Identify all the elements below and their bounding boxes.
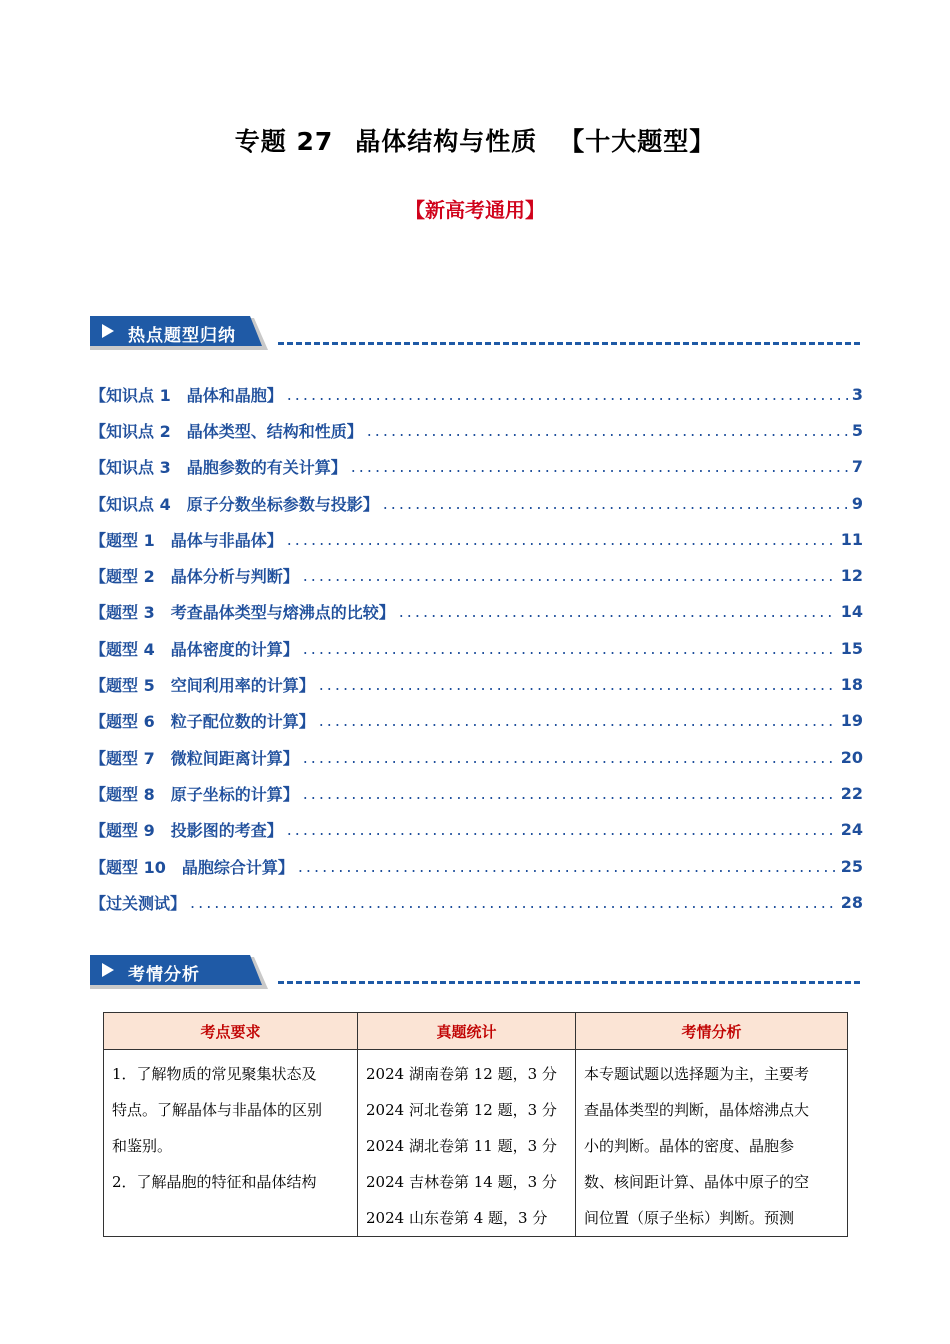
dash-divider: [278, 342, 860, 345]
toc-leader-dots: [351, 457, 848, 476]
table-of-contents: [90, 376, 863, 920]
toc-entry-page: 15: [840, 638, 863, 658]
toc-leader-dots: [303, 748, 837, 767]
title-tag: 【十大题型】: [559, 127, 716, 156]
toc-entry-label: 【题型 5 空间利用率的计算】: [90, 676, 315, 696]
toc-entry[interactable]: [90, 485, 863, 521]
toc-entry-label: 【题型 4 晶体密度的计算】: [90, 639, 299, 659]
toc-leader-dots: [287, 385, 848, 404]
toc-entry[interactable]: [90, 376, 863, 412]
cell-line: 2024 湖南卷第 12 题，3 分: [366, 1065, 557, 1083]
toc-entry-label: 【题型 10 晶胞综合计算】: [90, 857, 294, 877]
table-header-row: [104, 1013, 848, 1050]
toc-entry-page: 18: [840, 675, 863, 695]
toc-entry[interactable]: [90, 557, 863, 593]
toc-leader-dots: [190, 893, 837, 912]
cell-line: 2024 湖北卷第 11 题，3 分: [366, 1137, 557, 1155]
toc-leader-dots: [303, 639, 837, 658]
requirements-cell: [104, 1050, 358, 1237]
toc-entry[interactable]: [90, 739, 863, 775]
toc-entry-page: 7: [851, 457, 863, 477]
toc-entry-page: 20: [840, 747, 863, 767]
toc-leader-dots: [383, 494, 848, 513]
toc-entry[interactable]: [90, 666, 863, 702]
toc-entry-label: 【题型 6 粒子配位数的计算】: [90, 712, 315, 732]
page-title: [0, 122, 950, 158]
toc-entry-page: 24: [840, 820, 863, 840]
toc-entry-label: 【题型 1 晶体与非晶体】: [90, 530, 283, 550]
cell-line: 1．了解物质的常见聚集状态及: [112, 1065, 317, 1083]
cell-line: 查晶体类型的判断，晶体熔沸点大: [584, 1101, 810, 1119]
title-topic-number: 专题 27: [234, 127, 334, 156]
toc-entry-label: 【题型 9 投影图的考查】: [90, 821, 283, 841]
cell-line: 数、核间距计算、晶体中原子的空: [584, 1173, 810, 1191]
toc-entry-label: 【题型 2 晶体分析与判断】: [90, 567, 299, 587]
dash-divider: [278, 981, 860, 984]
toc-leader-dots: [303, 784, 837, 803]
toc-entry-label: 【题型 7 微粒间距离计算】: [90, 748, 299, 768]
cell-line: 2024 吉林卷第 14 题，3 分: [366, 1173, 557, 1191]
cell-line: 2024 山东卷第 4 题，3 分: [366, 1209, 548, 1227]
toc-leader-dots: [367, 421, 848, 440]
statistics-cell: [358, 1050, 576, 1237]
toc-leader-dots: [287, 820, 837, 839]
toc-entry[interactable]: [90, 775, 863, 811]
toc-entry-page: 3: [851, 384, 863, 404]
cell-line: 2024 河北卷第 12 题，3 分: [366, 1101, 557, 1119]
toc-entry-label: 【知识点 3 晶胞参数的有关计算】: [90, 458, 347, 478]
toc-entry-label: 【知识点 2 晶体类型、结构和性质】: [90, 421, 363, 441]
section-title: 热点题型归纳: [128, 326, 236, 346]
analysis-cell: [576, 1050, 848, 1237]
toc-entry[interactable]: [90, 812, 863, 848]
toc-entry[interactable]: [90, 884, 863, 920]
toc-entry[interactable]: [90, 703, 863, 739]
toc-entry[interactable]: [90, 630, 863, 666]
toc-entry-label: 【题型 3 考查晶体类型与熔沸点的比较】: [90, 603, 395, 623]
section-title: 考情分析: [128, 965, 200, 985]
toc-entry[interactable]: [90, 848, 863, 884]
toc-entry-page: 22: [840, 783, 863, 803]
toc-entry-label: 【知识点 4 原子分数坐标参数与投影】: [90, 494, 379, 514]
toc-entry-label: 【过关测试】: [90, 893, 187, 913]
toc-entry-page: 14: [840, 602, 863, 622]
toc-leader-dots: [287, 530, 837, 549]
toc-entry-page: 28: [840, 892, 863, 912]
cell-line: 2．了解晶胞的特征和晶体结构: [112, 1173, 317, 1191]
toc-entry-page: 19: [840, 711, 863, 731]
table-row: [104, 1050, 848, 1237]
cell-line: 小的判断。晶体的密度、晶胞参: [584, 1137, 795, 1155]
toc-entry-label: 【知识点 1 晶体和晶胞】: [90, 385, 283, 405]
exam-analysis-table: [103, 1012, 848, 1237]
cell-line: 和鉴别。: [112, 1137, 173, 1155]
section-header-exam-analysis: [90, 955, 860, 991]
toc-entry[interactable]: [90, 594, 863, 630]
cell-line: 间位置（原子坐标）判断。预测: [584, 1209, 795, 1227]
page-subtitle: 【新高考通用】: [405, 198, 545, 222]
toc-entry[interactable]: [90, 412, 863, 448]
toc-entry-page: 11: [840, 529, 863, 549]
cell-line: 本专题试题以选择题为主，主要考: [584, 1065, 810, 1083]
toc-entry-label: 【题型 8 原子坐标的计算】: [90, 784, 299, 804]
toc-leader-dots: [298, 857, 837, 876]
cell-line: 特点。了解晶体与非晶体的区别: [112, 1101, 323, 1119]
toc-entry-page: 12: [840, 566, 863, 586]
column-header: 考点要求: [104, 1013, 358, 1050]
title-topic-name: 晶体结构与性质: [355, 127, 538, 156]
toc-entry[interactable]: [90, 521, 863, 557]
toc-entry-page: 5: [851, 420, 863, 440]
column-header: 真题统计: [358, 1013, 576, 1050]
toc-leader-dots: [319, 711, 837, 730]
toc-leader-dots: [303, 566, 837, 585]
toc-entry-page: 25: [840, 856, 863, 876]
section-header-hot-topics: [90, 316, 860, 352]
toc-entry[interactable]: [90, 449, 863, 485]
toc-leader-dots: [319, 675, 837, 694]
toc-leader-dots: [399, 602, 837, 621]
toc-entry-page: 9: [851, 493, 863, 513]
column-header: 考情分析: [576, 1013, 848, 1050]
